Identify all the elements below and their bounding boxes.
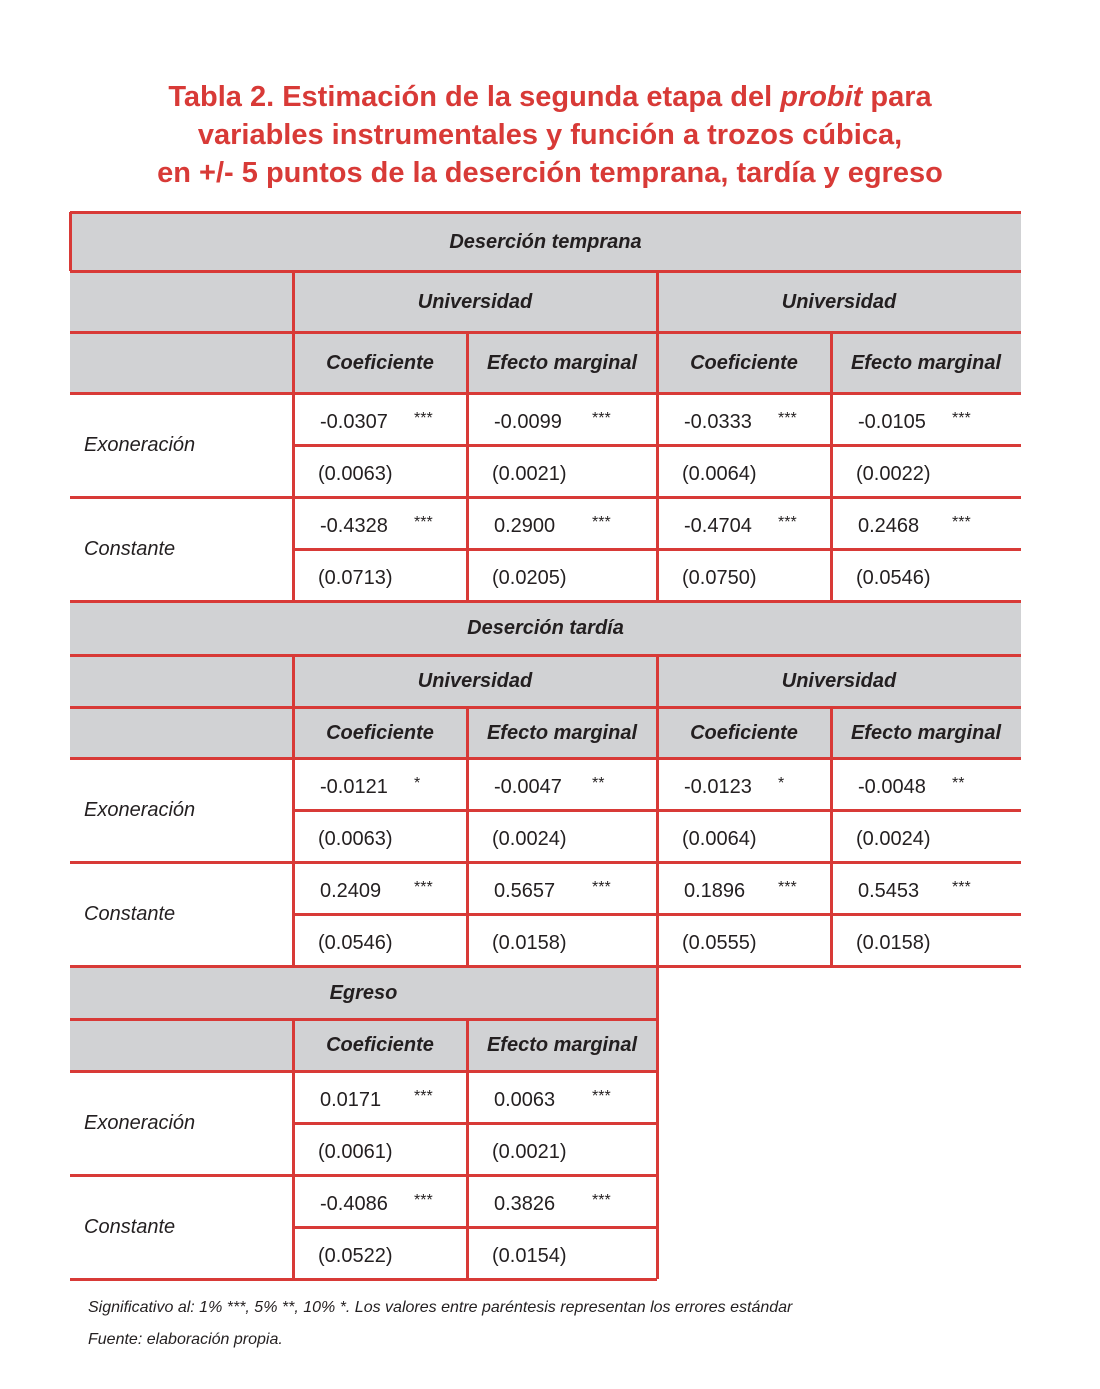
standard-error: (0.0546) bbox=[856, 567, 931, 589]
standard-error: (0.0021) bbox=[492, 1141, 567, 1163]
standard-error: (0.0024) bbox=[492, 828, 567, 850]
row-divider bbox=[293, 444, 1021, 447]
significance-stars: * bbox=[778, 775, 785, 792]
title-line-2: variables instrumentales y función a trozos cúbica, bbox=[197, 119, 903, 151]
significance-stars: * bbox=[414, 775, 421, 792]
standard-error: (0.0154) bbox=[492, 1245, 567, 1267]
coefficient-value: 0.2409 bbox=[320, 880, 382, 902]
table-title bbox=[60, 78, 1040, 192]
column-header: Efecto marginal bbox=[850, 351, 1002, 374]
significance-stars: *** bbox=[414, 410, 433, 427]
group-header: Universidad bbox=[781, 670, 897, 692]
coefficient-value: -0.0307 bbox=[320, 411, 388, 433]
group-header: Universidad bbox=[417, 290, 533, 313]
standard-error: (0.0024) bbox=[856, 828, 931, 850]
row-label: Constante bbox=[84, 537, 176, 560]
standard-error: (0.0205) bbox=[492, 567, 567, 589]
coefficient-value: -0.0048 bbox=[858, 776, 926, 798]
column-header: Coeficiente bbox=[326, 1034, 434, 1056]
row-label: Exoneración bbox=[84, 798, 196, 821]
significance-stars: *** bbox=[778, 410, 797, 427]
footnote-significance: Significativo al: 1% ***, 5% **, 10% *. Los valores entre paréntesis representan los errores estándar bbox=[88, 1299, 793, 1316]
standard-error: (0.0063) bbox=[318, 463, 393, 485]
coefficient-value: -0.0123 bbox=[684, 776, 752, 798]
column-header: Efecto marginal bbox=[486, 721, 638, 744]
significance-stars: *** bbox=[952, 514, 971, 531]
group-header: Universidad bbox=[781, 290, 897, 313]
standard-error: (0.0750) bbox=[682, 567, 757, 589]
significance-stars: *** bbox=[592, 1192, 611, 1209]
standard-error: (0.0021) bbox=[492, 463, 567, 485]
title-line-1 bbox=[60, 78, 1040, 116]
coefficient-value: -0.0099 bbox=[494, 411, 562, 433]
column-header: Coeficiente bbox=[326, 721, 434, 744]
standard-error: (0.0064) bbox=[682, 463, 757, 485]
footnote-source: Fuente: elaboración propia. bbox=[88, 1331, 283, 1348]
significance-stars: ** bbox=[952, 775, 965, 792]
group-header: Universidad bbox=[417, 670, 533, 692]
row-label: Constante bbox=[84, 1215, 176, 1238]
coefficient-value: -0.0105 bbox=[858, 411, 926, 433]
significance-stars: *** bbox=[414, 514, 433, 531]
significance-stars: *** bbox=[592, 1088, 611, 1105]
row-divider bbox=[293, 1226, 657, 1229]
section-title: Deserción temprana bbox=[449, 230, 642, 253]
column-header: Coeficiente bbox=[690, 721, 798, 744]
row-divider bbox=[293, 913, 1021, 916]
significance-stars: *** bbox=[592, 410, 611, 427]
title-text-a: Tabla 2. Estimación de la segunda etapa del bbox=[168, 81, 781, 113]
column-header: Coeficiente bbox=[326, 351, 434, 374]
standard-error: (0.0064) bbox=[682, 828, 757, 850]
row-label: Exoneración bbox=[84, 433, 196, 456]
coefficient-value: 0.3826 bbox=[494, 1193, 556, 1215]
section-title: Deserción tardía bbox=[467, 617, 624, 639]
standard-error: (0.0713) bbox=[318, 567, 393, 589]
row-label: Exoneración bbox=[84, 1111, 196, 1134]
row-divider bbox=[293, 548, 1021, 551]
coefficient-value: -0.4704 bbox=[684, 515, 752, 537]
standard-error: (0.0158) bbox=[856, 932, 931, 954]
significance-stars: *** bbox=[778, 879, 797, 896]
significance-stars: *** bbox=[952, 410, 971, 427]
coefficient-value: 0.2900 bbox=[494, 515, 556, 537]
standard-error: (0.0022) bbox=[856, 463, 931, 485]
standard-error: (0.0522) bbox=[318, 1245, 393, 1267]
title-italic-word: probit bbox=[780, 81, 863, 113]
row-label: Constante bbox=[84, 902, 176, 925]
column-header: Efecto marginal bbox=[486, 1034, 638, 1056]
significance-stars: *** bbox=[414, 1088, 433, 1105]
column-header: Coeficiente bbox=[690, 351, 798, 374]
significance-stars: *** bbox=[952, 879, 971, 896]
row-divider bbox=[293, 809, 1021, 812]
significance-stars: *** bbox=[592, 514, 611, 531]
standard-error: (0.0063) bbox=[318, 828, 393, 850]
standard-error: (0.0061) bbox=[318, 1141, 393, 1163]
standard-error: (0.0158) bbox=[492, 932, 567, 954]
coefficient-value: -0.0047 bbox=[494, 776, 562, 798]
coefficient-value: -0.4328 bbox=[320, 515, 388, 537]
coefficient-value: -0.0121 bbox=[320, 776, 388, 798]
section-title: Egreso bbox=[329, 981, 398, 1004]
significance-stars: ** bbox=[592, 775, 605, 792]
coefficient-value: 0.5657 bbox=[494, 880, 556, 902]
standard-error: (0.0546) bbox=[318, 932, 393, 954]
column-header: Efecto marginal bbox=[486, 351, 638, 374]
coefficient-value: 0.0171 bbox=[320, 1089, 382, 1111]
title-line-3: en +/- 5 puntos de la deserción temprana, tardía y egreso bbox=[157, 157, 943, 189]
significance-stars: *** bbox=[778, 514, 797, 531]
column-header: Efecto marginal bbox=[850, 721, 1002, 744]
significance-stars: *** bbox=[592, 879, 611, 896]
coefficient-value: -0.4086 bbox=[320, 1193, 388, 1215]
row-divider bbox=[293, 1122, 657, 1125]
coefficient-value: 0.1896 bbox=[684, 880, 746, 902]
title-text-b: para bbox=[862, 81, 932, 113]
significance-stars: *** bbox=[414, 1192, 433, 1209]
coefficient-value: 0.5453 bbox=[858, 880, 920, 902]
coefficient-value: -0.0333 bbox=[684, 411, 752, 433]
standard-error: (0.0555) bbox=[682, 932, 757, 954]
significance-stars: *** bbox=[414, 879, 433, 896]
coefficient-value: 0.2468 bbox=[858, 515, 920, 537]
coefficient-value: 0.0063 bbox=[494, 1089, 556, 1111]
